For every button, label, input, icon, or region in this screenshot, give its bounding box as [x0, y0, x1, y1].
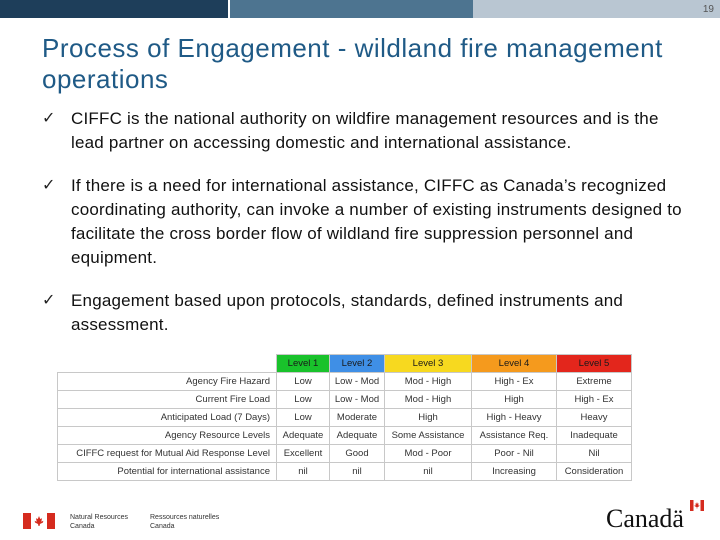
levels-table [57, 354, 632, 481]
table-row [58, 463, 632, 481]
footer-en-line2: Canada [70, 523, 95, 530]
table-row [58, 427, 632, 445]
table-cell: Adequate [330, 427, 385, 445]
table-cell: Increasing [472, 463, 557, 481]
table-cell: Adequate [277, 427, 330, 445]
top-bar-segment [0, 0, 228, 18]
canada-wordmark [606, 500, 710, 536]
bullet-text: If there is a need for international assistance, CIFFC as Canada’s recognized coordinating authority, can invoke a number of existing instruments designed to facilitate the cross border flow of wildland fire suppression personnel and equipment. [71, 176, 682, 267]
table-cell: Low - Mod [330, 391, 385, 409]
wordmark-text: Canadä [606, 504, 684, 533]
table-cell: Consideration [557, 463, 632, 481]
bullet-item [42, 289, 682, 337]
table-cell: Mod - High [385, 391, 472, 409]
top-color-bar [0, 0, 720, 18]
bullet-item [42, 174, 682, 270]
footer-en-line1: Natural Resources [70, 514, 128, 521]
bullet-text: CIFFC is the national authority on wildfire management resources and is the lead partner on accessing domestic and international assistance. [71, 109, 659, 152]
row-label: Agency Resource Levels [58, 427, 277, 445]
row-label: CIFFC request for Mutual Aid Response Level [58, 445, 277, 463]
level-header: Level 5 [557, 355, 632, 373]
table-cell: Poor - Nil [472, 445, 557, 463]
table-cell: Good [330, 445, 385, 463]
table-cell: High [385, 409, 472, 427]
table-cell: Extreme [557, 373, 632, 391]
table-cell: Some Assistance [385, 427, 472, 445]
level-header: Level 4 [472, 355, 557, 373]
checkmark-icon: ✓ [42, 177, 56, 194]
table-cell: Low [277, 373, 330, 391]
table-row [58, 445, 632, 463]
level-header: Level 3 [385, 355, 472, 373]
table-cell: High - Ex [557, 391, 632, 409]
table-cell: nil [385, 463, 472, 481]
row-label: Anticipated Load (7 Days) [58, 409, 277, 427]
checkmark-icon: ✓ [42, 292, 56, 309]
table-cell: Moderate [330, 409, 385, 427]
bullet-text: Engagement based upon protocols, standards, defined instruments and assessment. [71, 291, 624, 334]
table-header-row [58, 355, 632, 373]
table-row [58, 391, 632, 409]
top-bar-segment [473, 0, 720, 18]
wordmark-flag-icon [690, 500, 704, 511]
table-cell: Excellent [277, 445, 330, 463]
table-cell: Low - Mod [330, 373, 385, 391]
footer-department-en [70, 513, 128, 531]
table-cell: High [472, 391, 557, 409]
footer-fr-line2: Canada [150, 523, 175, 530]
level-header: Level 2 [330, 355, 385, 373]
table-cell: Low [277, 391, 330, 409]
table-cell: High - Heavy [472, 409, 557, 427]
row-label: Current Fire Load [58, 391, 277, 409]
page-number: 19 [702, 4, 714, 15]
table-cell: Assistance Req. [472, 427, 557, 445]
table-cell: Mod - Poor [385, 445, 472, 463]
row-label: Potential for international assistance [58, 463, 277, 481]
table-row [58, 409, 632, 427]
table-cell: Mod - High [385, 373, 472, 391]
header-blank-cell [58, 355, 277, 373]
table-cell: Nil [557, 445, 632, 463]
footer-department-fr [150, 513, 219, 531]
canada-flag-icon [23, 513, 55, 529]
checkmark-icon: ✓ [42, 110, 56, 127]
table-row [58, 373, 632, 391]
table-cell: Low [277, 409, 330, 427]
table-cell: Inadequate [557, 427, 632, 445]
level-header: Level 1 [277, 355, 330, 373]
footer-fr-line1: Ressources naturelles [150, 514, 220, 521]
table-cell: High - Ex [472, 373, 557, 391]
bullet-item [42, 107, 682, 155]
slide-title: Process of Engagement - wildland fire management operations [42, 33, 663, 94]
row-label: Agency Fire Hazard [58, 373, 277, 391]
assistance-level-table [57, 354, 643, 494]
bullet-list [42, 107, 682, 354]
table-cell: nil [277, 463, 330, 481]
table-cell: nil [330, 463, 385, 481]
table-cell: Heavy [557, 409, 632, 427]
top-bar-segment [230, 0, 473, 18]
